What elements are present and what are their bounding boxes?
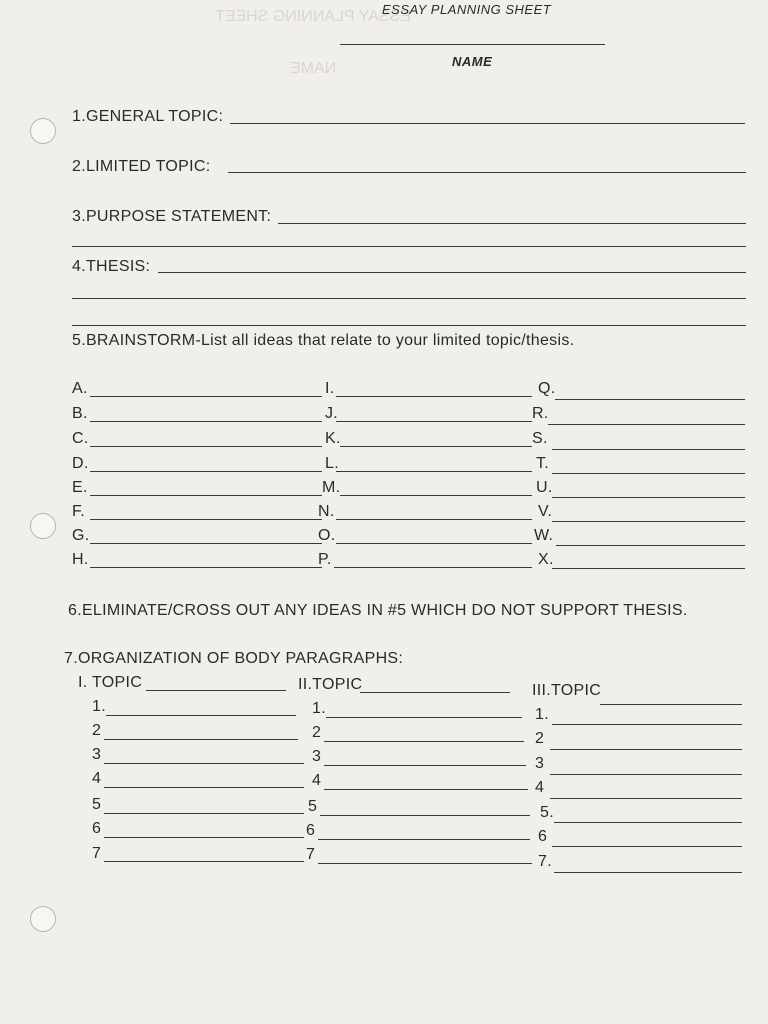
brainstorm-item-line[interactable]	[552, 473, 745, 474]
brainstorm-item-line[interactable]	[90, 519, 322, 520]
punch-hole-middle	[30, 513, 56, 539]
brainstorm-item-label: I.	[325, 380, 335, 397]
topic-item-number: 1.	[535, 706, 549, 723]
topic-item-number: 2	[312, 724, 322, 741]
brainstorm-item-label: B.	[72, 405, 88, 422]
purpose-statement-line-2[interactable]	[72, 246, 746, 247]
brainstorm-item-label: J.	[325, 405, 339, 422]
brainstorm-item-line[interactable]	[556, 545, 745, 546]
brainstorm-item-line[interactable]	[336, 471, 532, 472]
brainstorm-item-line[interactable]	[90, 495, 322, 496]
brainstorm-item-label: Q.	[538, 380, 556, 397]
general-topic-label: 1.GENERAL TOPIC:	[72, 108, 224, 125]
topic-label: III.TOPIC	[532, 682, 602, 699]
brainstorm-item-label: A.	[72, 380, 88, 397]
brainstorm-item-label: S.	[532, 430, 548, 447]
brainstorm-item-line[interactable]	[90, 446, 322, 447]
thesis-label: 4.THESIS:	[72, 258, 151, 275]
brainstorm-item-label: D.	[72, 455, 89, 472]
organization-label: 7.ORGANIZATION OF BODY PARAGRAPHS:	[64, 650, 404, 667]
topic-title-line[interactable]	[146, 690, 286, 691]
topic-item-number: 4	[92, 770, 102, 787]
brainstorm-item-label: V.	[538, 503, 553, 520]
topic-label: II.TOPIC	[298, 676, 363, 693]
topic-item-number: 7	[92, 845, 102, 862]
bleed-through-title: ESSAY PLANNING SHEET	[215, 8, 411, 25]
topic-item-number: 7	[306, 846, 316, 863]
brainstorm-item-label: G.	[72, 527, 90, 544]
thesis-line-2[interactable]	[72, 298, 746, 299]
brainstorm-item-label: N.	[318, 503, 335, 520]
brainstorm-item-label: L.	[325, 455, 339, 472]
thesis-line-1[interactable]	[158, 272, 746, 273]
topic-item-number: 5	[308, 798, 318, 815]
brainstorm-item-line[interactable]	[552, 568, 745, 569]
brainstorm-item-line[interactable]	[90, 396, 322, 397]
topic-item-line[interactable]	[318, 839, 530, 840]
topic-item-line[interactable]	[554, 872, 742, 873]
brainstorm-item-label: P.	[318, 551, 332, 568]
name-label: NAME	[452, 54, 493, 69]
brainstorm-item-label: E.	[72, 479, 88, 496]
topic-item-line[interactable]	[104, 739, 298, 740]
brainstorm-item-line[interactable]	[552, 521, 745, 522]
bleed-through-name: NAME	[290, 60, 337, 77]
topic-item-number: 1.	[92, 698, 106, 715]
purpose-statement-label: 3.PURPOSE STATEMENT:	[72, 208, 272, 225]
topic-item-number: 6	[306, 822, 316, 839]
topic-item-number: 2	[535, 730, 545, 747]
topic-item-line[interactable]	[550, 798, 742, 799]
topic-item-line[interactable]	[550, 749, 742, 750]
topic-item-number: 4	[535, 779, 545, 796]
topic-title-line[interactable]	[360, 692, 510, 693]
brainstorm-item-label: C.	[72, 430, 89, 447]
punch-hole-top	[30, 118, 56, 144]
brainstorm-item-line[interactable]	[336, 396, 532, 397]
topic-item-number: 5.	[540, 804, 554, 821]
topic-item-line[interactable]	[324, 765, 526, 766]
topic-item-number: 6	[92, 820, 102, 837]
brainstorm-item-line[interactable]	[548, 424, 745, 425]
brainstorm-item-line[interactable]	[552, 449, 745, 450]
eliminate-instruction: 6.ELIMINATE/CROSS OUT ANY IDEAS IN #5 WHICH DO NOT SUPPORT THESIS.	[68, 602, 688, 619]
topic-item-number: 4	[312, 772, 322, 789]
brainstorm-item-line[interactable]	[90, 471, 322, 472]
sheet-title: ESSAY PLANNING SHEET	[382, 2, 552, 17]
limited-topic-line[interactable]	[228, 172, 746, 173]
topic-item-line[interactable]	[324, 789, 528, 790]
brainstorm-item-line[interactable]	[336, 519, 532, 520]
brainstorm-item-line[interactable]	[336, 421, 532, 422]
topic-item-number: 7.	[538, 853, 552, 870]
limited-topic-label: 2.LIMITED TOPIC:	[72, 158, 211, 175]
topic-item-line[interactable]	[104, 837, 304, 838]
brainstorm-item-line[interactable]	[555, 399, 745, 400]
topic-item-number: 3	[535, 755, 545, 772]
topic-item-line[interactable]	[104, 763, 304, 764]
brainstorm-item-label: X.	[538, 551, 554, 568]
topic-item-line[interactable]	[320, 815, 530, 816]
thesis-line-3[interactable]	[72, 325, 746, 326]
topic-item-number: 6	[538, 828, 548, 845]
topic-item-line[interactable]	[552, 846, 742, 847]
punch-hole-bottom	[30, 906, 56, 932]
name-line[interactable]	[340, 44, 605, 45]
brainstorm-item-label: M.	[322, 479, 341, 496]
topic-item-number: 5	[92, 796, 102, 813]
topic-item-number: 1.	[312, 700, 326, 717]
topic-item-line[interactable]	[104, 861, 304, 862]
topic-item-line[interactable]	[106, 715, 296, 716]
purpose-statement-line-1[interactable]	[278, 223, 746, 224]
brainstorm-item-line[interactable]	[334, 567, 532, 568]
topic-label: I. TOPIC	[78, 674, 143, 691]
brainstorm-item-label: R.	[532, 405, 549, 422]
topic-item-line[interactable]	[554, 822, 742, 823]
brainstorm-item-line[interactable]	[90, 421, 322, 422]
topic-item-line[interactable]	[104, 813, 304, 814]
topic-item-number: 3	[92, 746, 102, 763]
brainstorm-item-line[interactable]	[336, 543, 532, 544]
topic-item-line[interactable]	[550, 774, 742, 775]
general-topic-line[interactable]	[230, 123, 745, 124]
brainstorm-label: 5.BRAINSTORM-List all ideas that relate to your limited topic/thesis.	[72, 332, 575, 349]
topic-item-number: 2	[92, 722, 102, 739]
topic-item-line[interactable]	[326, 717, 522, 718]
brainstorm-item-label: K.	[325, 430, 341, 447]
brainstorm-item-label: F.	[72, 503, 86, 520]
brainstorm-item-label: O.	[318, 527, 336, 544]
brainstorm-item-line[interactable]	[90, 567, 322, 568]
brainstorm-item-label: W.	[534, 527, 554, 544]
topic-item-line[interactable]	[552, 724, 742, 725]
brainstorm-item-line[interactable]	[340, 446, 532, 447]
brainstorm-item-line[interactable]	[90, 543, 322, 544]
brainstorm-item-line[interactable]	[340, 495, 532, 496]
topic-item-line[interactable]	[104, 787, 304, 788]
topic-item-line[interactable]	[318, 863, 532, 864]
brainstorm-item-line[interactable]	[552, 497, 745, 498]
topic-title-line[interactable]	[600, 704, 742, 705]
topic-item-number: 3	[312, 748, 322, 765]
topic-item-line[interactable]	[324, 741, 524, 742]
brainstorm-item-label: U.	[536, 479, 553, 496]
brainstorm-item-label: H.	[72, 551, 89, 568]
brainstorm-item-label: T.	[536, 455, 550, 472]
